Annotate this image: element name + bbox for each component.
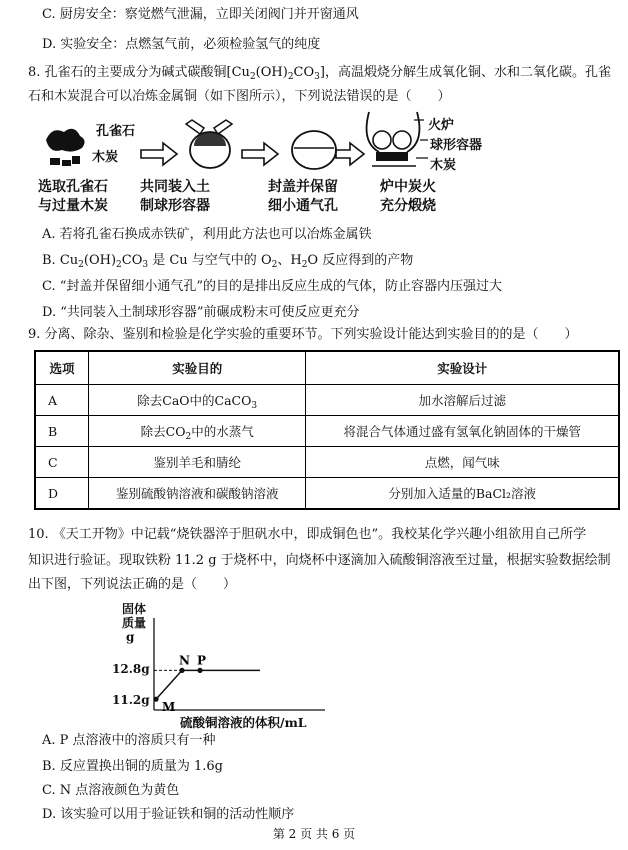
caption-step-1: 选取孔雀石 与过量木炭 (38, 179, 108, 214)
question-10-line-3: 出下图，下列说法正确的是（ ） (28, 577, 237, 592)
data-point-N (179, 668, 184, 673)
arrow-icon (141, 143, 177, 165)
arrow-icon (242, 143, 278, 165)
option-8b: B. $Cu_2(OH)_2CO_3$ 是 Cu 与空气中的 $O_2$、$H_2O$ 反应得到的产物 (42, 253, 414, 270)
point-label: P (197, 653, 207, 668)
option-8c: C. “封盖并保留细小通气孔”的目的是排出反应生成的气体，防止容器内压强过大 (42, 279, 503, 294)
table-header: 选项 (35, 351, 89, 385)
experiment-table (34, 350, 620, 510)
data-point-M (153, 697, 158, 702)
point-label: N (179, 653, 190, 668)
option-10c: C. N 点溶液颜色为黄色 (42, 783, 180, 798)
data-point-P (197, 668, 202, 673)
caption-step-2: 共同装入土 制球形容器 (140, 179, 210, 214)
label-malachite: 孔雀石 (96, 124, 136, 139)
table-row (35, 478, 619, 510)
series-line (156, 670, 260, 699)
caption-step-4: 炉中炭火 充分煅烧 (380, 179, 436, 214)
y-axis-label: 固体 (122, 602, 147, 616)
option-8a: A. 若将孔雀石换成赤铁矿，利用此方法也可以冶炼金属铁 (42, 227, 372, 242)
question-8-line-1: 8. 孔雀石的主要成分为碱式碳酸铜$[Cu_2(OH)_2CO_3]$，高温煅烧分解生成氧化铜、水和二氧化碳。孔雀 (28, 65, 611, 82)
table-row (35, 447, 619, 478)
caption-step-3: 封盖并保留 细小通气孔 (268, 179, 338, 214)
label-charcoal-2: 木炭 (430, 158, 457, 173)
table-cell-option: C (35, 447, 89, 478)
question-10-line-1: 10. 《天工开物》中记载“烧铁器淬于胆矾水中，即成铜色也”。我校某化学兴趣小组欲用自己所学 (28, 527, 587, 542)
y-axis-label: 质量 (122, 616, 147, 630)
table-header: 实验设计 (306, 351, 619, 385)
table-cell-design: 将混合气体通过盛有氢氧化钠固体的干燥管 (306, 416, 619, 447)
table-cell-goal: 除去CaO中的CaCO$_3$ (89, 385, 306, 416)
label-charcoal: 木炭 (92, 150, 119, 165)
table-cell-option: A (35, 385, 89, 416)
option-10a: A. P 点溶液中的溶质只有一种 (42, 733, 216, 748)
malachite-icon (46, 129, 85, 152)
table-cell-design: 加水溶解后过滤 (306, 385, 619, 416)
table-header-row (35, 351, 619, 385)
question-8-line-2: 石和木炭混合可以冶炼金属铜（如下图所示），下列说法错误的是（ ） (28, 89, 451, 104)
sealed-vessel-icon (292, 131, 336, 169)
table-cell-option: B (35, 416, 89, 447)
option-7c: C. 厨房安全：察觉燃气泄漏，立即关闭阀门并开窗通风 (42, 7, 359, 22)
table-cell-option: D (35, 478, 89, 510)
table-cell-design: 点燃，闻气味 (306, 447, 619, 478)
x-axis-label: 硫酸铜溶液的体积/mL (180, 715, 307, 730)
option-7d: D. 实验安全：点燃氢气前，必须检验氢气的纯度 (42, 37, 321, 52)
smelting-process-figure (36, 110, 496, 218)
table-cell-design: 分别加入适量的BaCl₂溶液 (306, 478, 619, 510)
table-row (35, 385, 619, 416)
table-cell-goal: 鉴别硫酸钠溶液和碳酸钠溶液 (89, 478, 306, 510)
table-header: 实验目的 (89, 351, 306, 385)
question-10-line-2: 知识进行验证。现取铁粉 11.2 g 于烧杯中，向烧杯中逐滴加入硫酸铜溶液至过量，根据实验数据绘制 (28, 553, 611, 568)
option-8d: D. “共同装入土制球形容器”前碾成粉末可使反应更充分 (42, 305, 360, 320)
arrow-icon (336, 143, 364, 165)
y-tick-label: 12.8g (112, 662, 150, 677)
option-10b: B. 反应置换出铜的质量为 1.6g (42, 759, 223, 774)
question-9: 9. 分离、除杂、鉴别和检验是化学实验的重要环节。下列实验设计能达到实验目的的是（ ） (28, 327, 578, 342)
label-furnace: 火炉 (428, 118, 455, 133)
table-cell-goal: 鉴别羊毛和腈纶 (89, 447, 306, 478)
y-tick-label: 11.2g (112, 693, 150, 708)
option-10d: D. 该实验可以用于验证铁和铜的活动性顺序 (42, 807, 295, 822)
point-label: M (162, 700, 176, 715)
y-axis-unit: g (126, 630, 135, 644)
page-footer: 第 2 页 共 6 页 (272, 827, 356, 841)
hand-icon (186, 120, 204, 134)
label-vessel: 球形容器 (430, 138, 483, 153)
table-row (35, 416, 619, 447)
charcoal-icon (50, 158, 60, 165)
solid-mass-chart (110, 600, 330, 730)
table-cell-goal: 除去$CO_2$中的水蒸气 (89, 416, 306, 447)
